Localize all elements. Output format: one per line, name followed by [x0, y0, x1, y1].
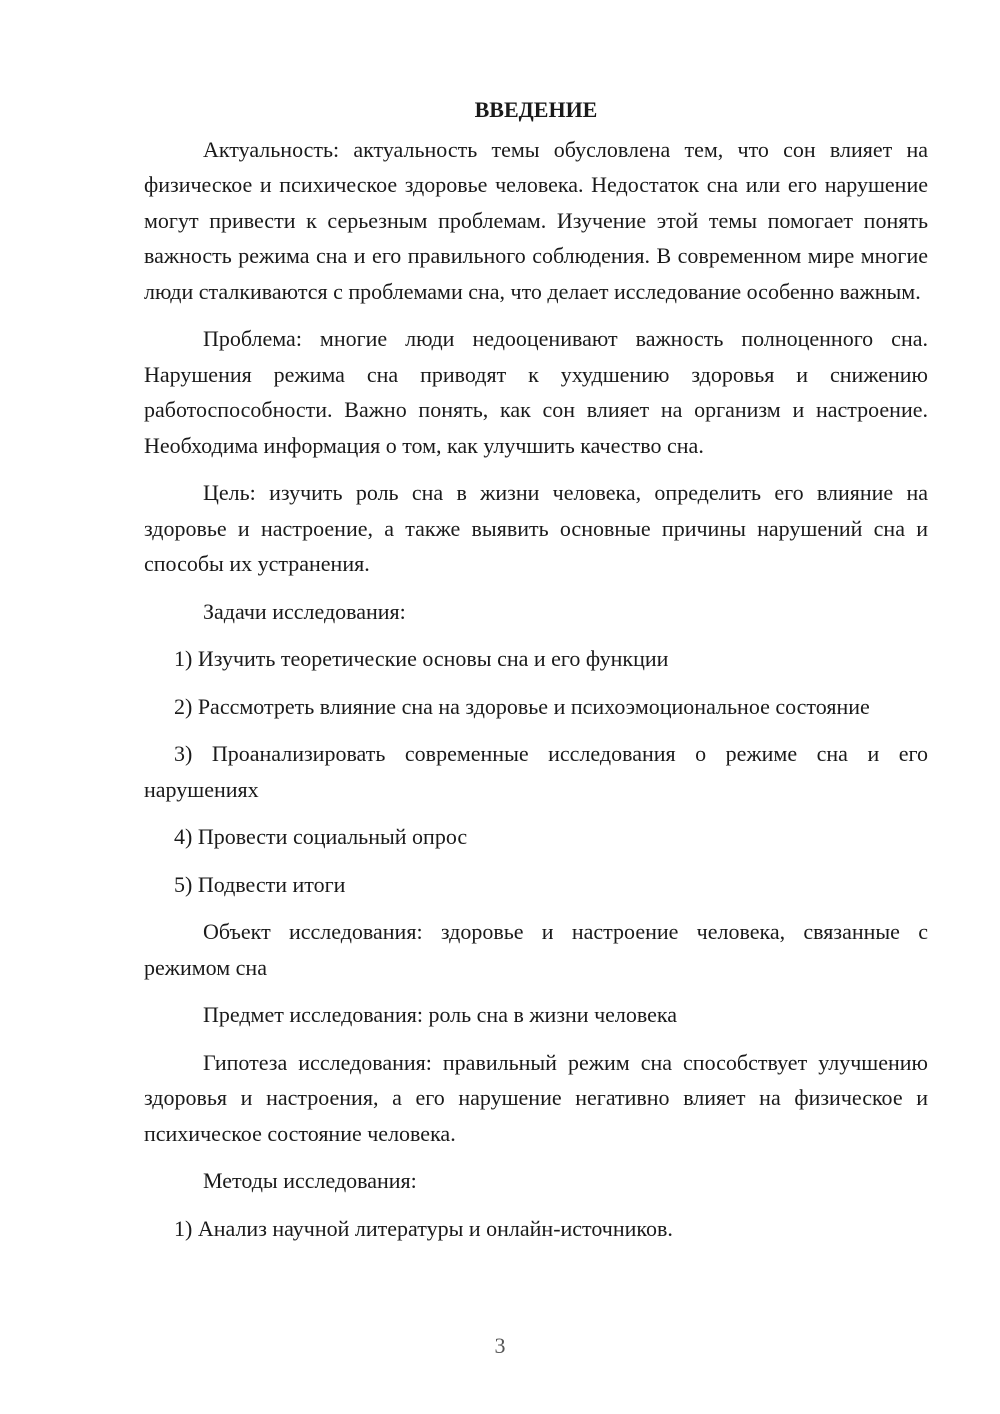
subject-paragraph: Предмет исследования: роль сна в жизни человека: [203, 1002, 678, 1027]
relevance-paragraph: Актуальность: актуальность темы обусловлена тем, что сон влияет на физическое и психическое здоровье человека. Недостаток сна или его нарушение могут привести к серьезным проблемам. Изучение этой темы помогает понять важность режима сна и его правильного соблюдения. В современном мире многие люди сталкиваются с проблемами сна, что делает исследование особенно важным.: [144, 136, 928, 304]
task-item: 5) Подвести итоги: [174, 871, 346, 897]
goal-paragraph: Цель: изучить роль сна в жизни человека, определить его влияние на здоровье и настроение, а также выявить основные причины нарушений сна и способы их устранения.: [144, 480, 928, 576]
task-item: 1) Изучить теоретические основы сна и его функции: [174, 646, 669, 671]
task-item: 2) Рассмотреть влияние сна на здоровье и психоэмоциональное состояние: [174, 693, 870, 719]
object-paragraph: Объект исследования: здоровье и настроение человека, связанные с режимом сна: [144, 919, 928, 980]
document-page: [144, 92, 928, 1246]
methods-heading: Методы исследования:: [203, 1168, 417, 1193]
task-item: 3) Проанализировать современные исследования о режиме сна и его нарушениях: [144, 741, 928, 802]
tasks-heading: Задачи исследования:: [203, 598, 406, 624]
page-number: 3: [494, 1333, 506, 1358]
section-title: ВВЕДЕНИЕ: [474, 97, 598, 122]
task-item: 4) Провести социальный опрос: [174, 824, 468, 849]
hypothesis-paragraph: Гипотеза исследования: правильный режим сна способствует улучшению здоровья и настроения, а его нарушение негативно влияет на физическое и психическое состояние человека.: [144, 1049, 928, 1146]
method-item: 1) Анализ научной литературы и онлайн-источников.: [174, 1215, 673, 1241]
problem-paragraph: Проблема: многие люди недооценивают важность полноценного сна. Нарушения режима сна приводят к ухудшению здоровья и снижению работоспособности. Важно понять, как сон влияет на организм и настроение. Необходима информация о том, как улучшить качество сна.: [144, 326, 928, 458]
